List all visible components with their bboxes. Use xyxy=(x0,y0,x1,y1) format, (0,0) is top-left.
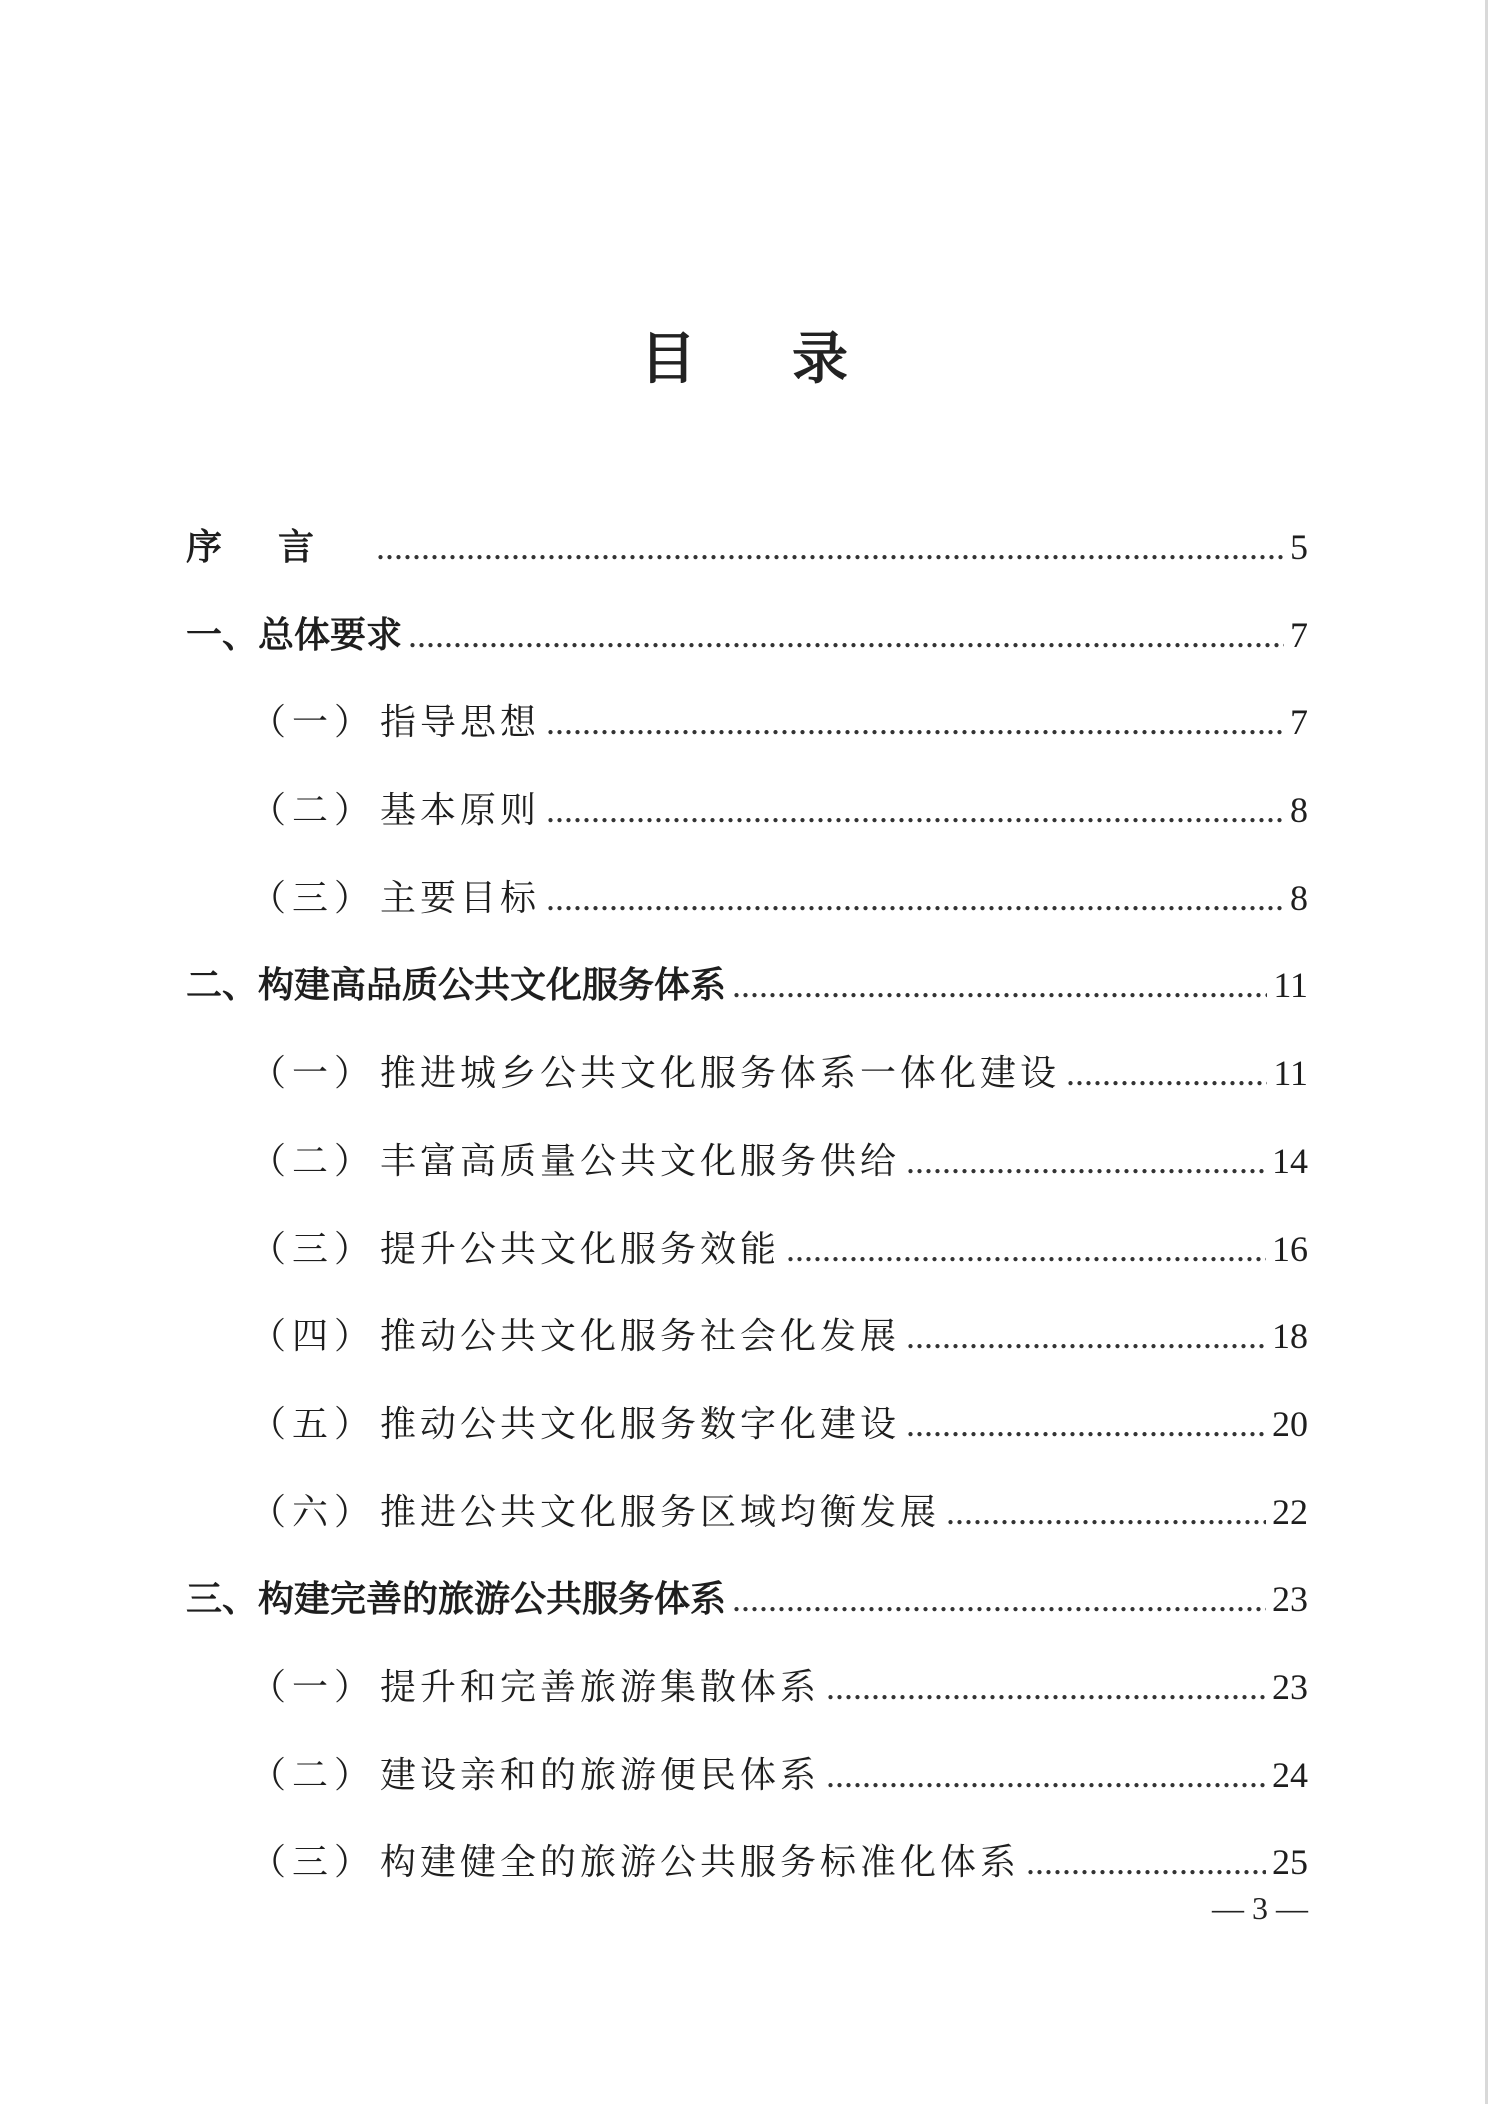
toc-subentry[interactable] xyxy=(186,1293,1308,1381)
toc-leader-dots xyxy=(946,1469,1266,1557)
toc-page-number: 23 xyxy=(1272,1579,1308,1620)
toc-subentry[interactable] xyxy=(186,855,1308,943)
toc-subentry[interactable] xyxy=(186,1206,1308,1294)
toc-entry-text: 提升和完善旅游集散体系 xyxy=(380,1666,821,1708)
toc-page-number: 20 xyxy=(1272,1403,1308,1444)
toc-page-number: 5 xyxy=(1290,527,1308,567)
toc-entry-text: 丰富高质量公共文化服务供给 xyxy=(380,1140,901,1182)
toc-page-number: 8 xyxy=(1290,790,1308,831)
toc-leader-dots xyxy=(546,855,1284,943)
toc-page-number: 11 xyxy=(1273,965,1308,1006)
toc-leader-dots xyxy=(826,1644,1266,1732)
toc-page-number: 16 xyxy=(1272,1228,1308,1269)
toc-entry-text: 序言 xyxy=(186,527,371,568)
toc-entry[interactable] xyxy=(186,504,1308,592)
toc-subentry-number: （四） xyxy=(250,1316,377,1358)
toc-subentry[interactable] xyxy=(186,1030,1308,1118)
toc-page-number: 7 xyxy=(1290,702,1308,743)
toc-subentry-number: （一） xyxy=(250,1053,377,1095)
toc-entry-text: 推进公共文化服务区域均衡发展 xyxy=(380,1491,941,1533)
toc-subentry-number: （三） xyxy=(250,877,377,919)
toc-leader-dots xyxy=(408,592,1284,680)
toc-leader-dots xyxy=(546,767,1284,855)
toc-subentry[interactable] xyxy=(186,1819,1308,1907)
toc-entry[interactable] xyxy=(186,942,1308,1030)
toc-entry-text: 建设亲和的旅游便民体系 xyxy=(380,1754,821,1796)
toc-subentry-number: （三） xyxy=(250,1842,377,1884)
toc-subentry-number: （三） xyxy=(250,1228,377,1270)
toc-subentry[interactable] xyxy=(186,1118,1308,1206)
toc-page-number: 24 xyxy=(1272,1754,1308,1795)
toc-leader-dots xyxy=(786,1206,1266,1294)
toc-subentry-number: （二） xyxy=(250,1140,377,1182)
toc-page-number: 25 xyxy=(1272,1842,1308,1883)
toc-page-number: 11 xyxy=(1273,1053,1308,1094)
toc-subentry[interactable] xyxy=(186,679,1308,767)
page-number-footer: — 3 — xyxy=(1212,1890,1308,1926)
toc-subentry-number: （一） xyxy=(250,1666,377,1708)
toc-subentry[interactable] xyxy=(186,767,1308,855)
toc-entry-text: 提升公共文化服务效能 xyxy=(380,1228,781,1270)
table-of-contents xyxy=(186,504,1308,1907)
toc-subentry-number: （一） xyxy=(250,702,377,744)
toc-leader-dots xyxy=(906,1293,1266,1381)
toc-entry-text: 推动公共文化服务数字化建设 xyxy=(380,1403,901,1445)
toc-entry-text: 推进城乡公共文化服务体系一体化建设 xyxy=(380,1053,1061,1095)
toc-subentry-number: （二） xyxy=(250,1754,377,1796)
toc-leader-dots xyxy=(1066,1030,1267,1118)
toc-entry-text: 推动公共文化服务社会化发展 xyxy=(380,1316,901,1358)
toc-page-number: 8 xyxy=(1290,877,1308,918)
toc-subentry[interactable] xyxy=(186,1381,1308,1469)
toc-leader-dots xyxy=(906,1118,1266,1206)
toc-subentry-number: （二） xyxy=(250,790,377,832)
toc-entry-text: 主要目标 xyxy=(380,877,541,919)
toc-subentry[interactable] xyxy=(186,1732,1308,1820)
toc-leader-dots xyxy=(376,504,1284,592)
toc-leader-dots xyxy=(906,1381,1266,1469)
toc-leader-dots xyxy=(826,1732,1266,1820)
toc-entry-text: 三、构建完善的旅游公共服务体系 xyxy=(186,1579,727,1621)
toc-subentry-number: （五） xyxy=(250,1403,377,1445)
toc-subentry[interactable] xyxy=(186,1469,1308,1557)
toc-leader-dots xyxy=(546,679,1284,767)
toc-page-number: 23 xyxy=(1272,1666,1308,1707)
toc-page-number: 22 xyxy=(1272,1491,1308,1532)
toc-entry-text: 二、构建高品质公共文化服务体系 xyxy=(186,965,727,1007)
toc-entry[interactable] xyxy=(186,1556,1308,1644)
toc-entry[interactable] xyxy=(186,592,1308,680)
toc-entry-text: 一、总体要求 xyxy=(186,614,403,656)
toc-page-number: 18 xyxy=(1272,1316,1308,1357)
toc-page-number: 7 xyxy=(1290,614,1308,655)
toc-entry-text: 基本原则 xyxy=(380,790,541,832)
toc-entry-text: 构建健全的旅游公共服务标准化体系 xyxy=(380,1842,1021,1884)
toc-leader-dots xyxy=(732,1556,1266,1644)
toc-page-number: 14 xyxy=(1272,1140,1308,1181)
toc-entry-text: 指导思想 xyxy=(380,702,541,744)
page-title: 目录 xyxy=(640,326,944,392)
toc-leader-dots xyxy=(732,942,1267,1030)
toc-subentry[interactable] xyxy=(186,1644,1308,1732)
toc-subentry-number: （六） xyxy=(250,1491,377,1533)
